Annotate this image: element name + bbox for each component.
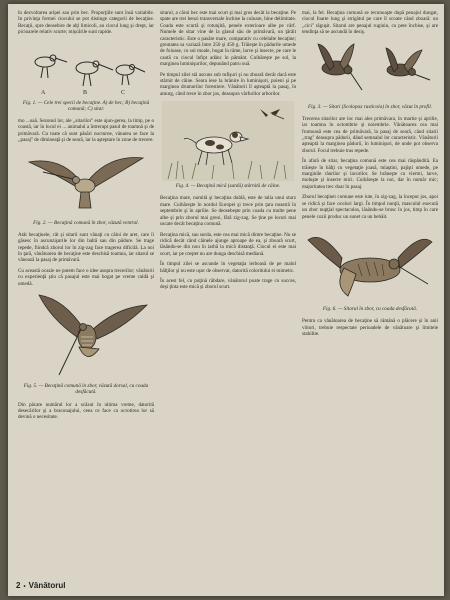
figure-4-caption: Fig. 4. — Becaţină mică (surdă) stârnită de câine. [175,183,281,190]
body-paragraph: sitarul, a cărui bec este mai scurt şi mai gros decât la becaţine. Pe spate are trei benzi transversale închise la culoare, bine delimitate. Coada este scurtă şi rotunjită, penele exterioare albe pe vârf. Numele de sitar vine de la glasul său de primăvară, un ţârâit caracteristic. Este o pasăre mare, comparativ cu celelalte becaţine; greutatea sa variază între 250 şi 450 g. Trăieşte în pădurile umede de foioase, cu sol moale, bogat în râme, larve şi insecte, pe care le caută cu ciocul înfipt adânc în pământ. Cuibăreşte pe sol, la marginea luminişurilor, depunând patru ouă. [160,10,296,68]
figure-2-caption: Fig. 2. — Becaţină comună în zbor, văzută ventral. [33,219,139,226]
svg-text:A: A [41,89,46,96]
body-paragraph: În acest fel, cu puţină răbdare, vânătorul poate trage cu succes, deşi ţinta este mică şi zborul scurt. [160,277,296,291]
figure-6-woodcock-fan-tail-illustration [304,224,436,304]
body-paragraph: Trecerea sitarilor are loc mai ales primăvara, în martie şi aprilie, iar toamna în octombrie şi noiembrie. Vânătoarea cea mai frumoasă este cea de primăvară, la pasaj de seară, când sitarii ,,trag'' deasupra pădurii, dând semnalul lor caracteristic. Vânătorii aşteaptă la marginea pădurii, în luminişuri, de unde pot observa zborul. Focul trebuie tras repede. [302,115,438,154]
body-paragraph: Cu această ocazie ne putem face o idee asupra trecerilor; vânătorii cu experienţă ştiu că pasajul este mai bogat pe vreme caldă şi umedă. [18,267,154,287]
body-paragraph: mai, la fel. Becaţina comună se recunoaşte după penajul dungat, ciocul foarte lung şi strigătul pe care îl scoate când zboară: un ,,cici'' răguşit. Sitarul are penajul ruginiu, cu pete închise, şi are tendinţa să se ascundă în desiş. [302,10,438,36]
body-paragraph: În afară de sitar, becaţina comună este cea mai răspândită. Ea trăieşte în bălţi cu vegetaţie joasă, mlaştini, pajişti umede, pe marginile râurilor şi lacurilor. Se hrăneşte cu viermi, larve, moluşte şi insecte mici. Cuibăreşte la noi, dar în număr mic; majoritatea trec doar în pasaj. [302,158,438,190]
figure-2-snipe-flight-ventral-illustration [21,148,151,218]
page-footer [16,581,65,590]
body-paragraph: Atât becaţinele, cât şi sitarii sunt vânaţi cu câini de aret, care îi găsesc în ascunzişurile lor din baltă sau din pădure. Se trage repede, fiindcă zborul lor în zig-zag face tragerea dificilă. La noi în ţară, vânătoarea de becaţine este deschisă toamna, iar sitarul se vânează la pasaj de primăvară. [18,231,154,264]
column-middle [160,10,296,295]
figure-3-woodcocks-flight-illustration [304,40,436,102]
column-right [302,10,438,341]
body-paragraph: mo ...oaă. Sezonul lor, ale ,,sitarilor'' este ajun-gerea, la timp, pe o coastă, iar în locul ei ... animalul a întrerupt pasul de toamnă şi de primăvară. Cu toate că sunt păsări nocturne, vânarea se face la ,,pasaj'' de dimineaţă şi de seară, iar la aşteptare în zone de trecere. [18,118,154,144]
body-paragraph: în dezvoltarea aripei sau prin bec. Proporţiile sunt însă variabile. In privinţa formei ciocului se pot distinge categorii de becaţine. Becaţii, spre deosebire de alţi limicoli, au ciocul lung şi drept, iar picioarele relativ scurte; mişcările sunt rapide. [18,10,154,36]
figure-4-dog-flushing-snipe-illustration [162,101,294,181]
body-paragraph: Becaţina mică, sau surda, este cea mai mică dintre becaţine. Nu se ridică decât când câinele ajunge aproape de ea, şi zboară scurt, lăsându-se din nou în iarbă la mică distanţă. Ciocul ei este mai scurt, iar pe creştet nu are dunga deschisă mediană. [160,231,296,257]
body-paragraph: Becaţina mare, numită şi becaţina dublă, este de talia unui sturz mare. Cuibăreşte în nordul Europei şi trece prin ţara noastră în septembrie şi în aprilie. Se deosebeşte prin coada cu multe pene albe şi prin zborul mai greoi, fără zig-zag. Se ţine pe locuri mai uscate decât becaţina comună. [160,195,296,228]
figure-5-caption: Fig. 5. — Becaţină comună în zbor, văzută dorsal, cu coada desfăcută. [23,383,149,396]
figure-1-caption: Fig. 1. — Cele trei specii de becaţine. A) de bec; B) becaţină comună; C) sitar. [22,99,150,112]
figure-5-snipe-flight-dorsal-illustration [21,291,151,381]
figure-6-caption: Fig. 6. — Sitarul în zbor, cu coada desfăcută. [322,305,418,312]
body-paragraph: Zborul becaţinei comune este iute, în zig-zag, la început jos, apoi se ridică şi face ocoluri largi. În timpul nunţii, masculul execută un zbor nupţial spectaculos, lăsându-se brusc în jos, timp în care penele cozii produc un sunet ca un behăit. [302,194,438,220]
magazine-page [8,4,444,596]
magazine-title: Vânătorul [28,581,66,590]
column-left [18,10,154,425]
body-paragraph: În timpul zilei se ascunde în vegetaţia ierboasă de pe malul bălţilor şi nu este uşor de observat, datorită coloritului ei mimetic. [160,261,296,274]
figure-3-caption: Fig. 3. — Sitari (Scolopax rusticola) în zbor, văzut în profil. [307,103,433,110]
body-paragraph: Pe timpul zilei stă ascuns sub tufişuri şi nu zboară decât dacă este stârnit de câine. Seara iese la hrănire în luminişuri, poieni şi pe marginea drumurilor forestiere. Vânătorii îl aşteaptă la pasaj, în amurg, când trece în zbor jos, deasupra vârfurilor arborilor. [160,71,296,97]
figure-1-three-snipe-species-illustration [21,40,151,98]
body-paragraph: Din păcate numărul lor a scăzut în ultima vreme, datorită desecărilor şi a braconajului, ceea ce face ca ocrotirea lor să devină o necesitate. [18,401,154,421]
svg-text:C: C [121,89,126,96]
svg-text:B: B [83,89,88,96]
body-paragraph: Pentru ca vânătoarea de becaţine să rămână o plăcere şi în anii viitori, trebuie respectate perioadele de vânătoare şi limitele stabilite. [302,318,438,337]
page-number: 2 [16,581,21,590]
footer-separator: • [23,584,26,590]
